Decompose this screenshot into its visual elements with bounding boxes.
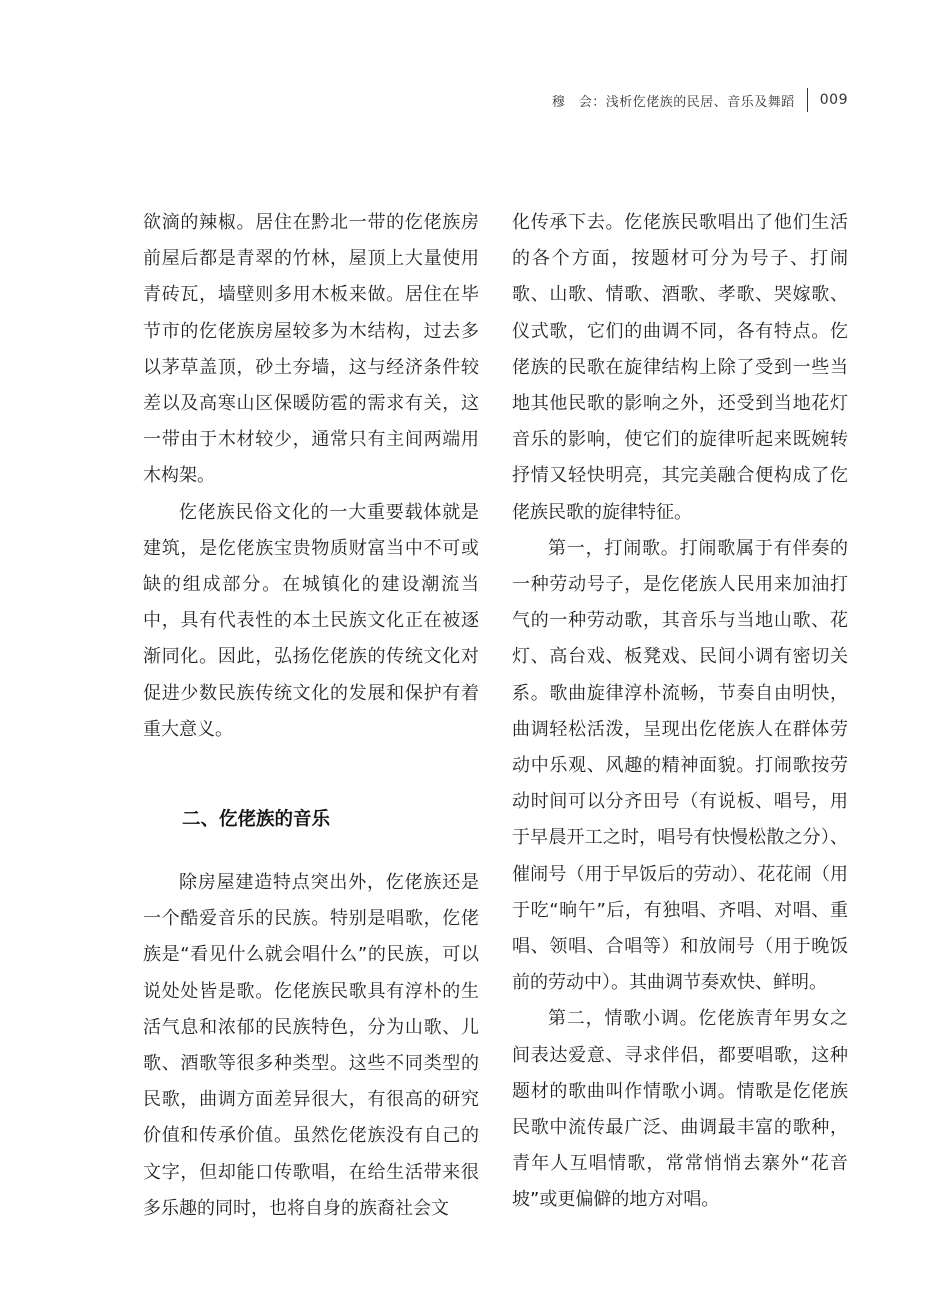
right-paragraph-2: 第一，打闹歌。打闹歌属于有伴奏的一种劳动号子，是仡佬族人民用来加油打气的一种劳动歌，其音乐与当地山歌、花灯、高台戏、板凳戏、民间小调有密切关系。歌曲旋律淳朴流畅，节奏自由明快，曲调轻松活泼，呈现出仡佬族人在群体劳动中乐观、风趣的精神面貌。打闹歌按劳动时间可以分齐田号（有说板、唱号，用于早晨开工之时，唱号有快慢松散之分）、催闹号（用于早饭后的劳动）、花花闹（用于吃“晌午”后，有独唱、齐唱、对唱、重唱、领唱、合唱等）和放闹号（用于晚饭前的劳动中）。其曲调节奏欢快、鲜明。: [512, 537, 848, 994]
header-divider: [807, 88, 808, 112]
section-heading: 二、仡佬族的音乐: [182, 809, 331, 831]
left-paragraph-1: 欲滴的辣椒。居住在黔北一带的仡佬族房前屋后都是青翠的竹林，屋顶上大量使用青砖瓦，墙壁则多用木板来做。居住在毕节市的仡佬族房屋较多为木结构，过去多以茅草盖顶，砂土夯墙，这与经济条件较差以及高寒山区保暖防雹的需求有关，这一带由于木材较少，通常只有主间两端用木构架。: [143, 212, 479, 487]
right-column: [512, 205, 848, 1219]
left-column: [143, 205, 479, 1227]
right-paragraph-3: 第二，情歌小调。仡佬族青年男女之间表达爱意、寻求伴侣，都要唱歌，这种题材的歌曲叫作情歌小调。情歌是仡佬族民歌中流传最广泛、曲调最丰富的歌种，青年人互唱情歌，常常悄悄去寨外“花音坡”或更偏僻的地方对唱。: [512, 1008, 848, 1211]
page-number: 009: [819, 92, 848, 108]
page-header: [552, 88, 848, 112]
right-paragraph-1: 化传承下去。仡佬族民歌唱出了他们生活的各个方面，按题材可分为号子、打闹歌、山歌、情歌、酒歌、孝歌、哭嫁歌、仪式歌，它们的曲调不同，各有特点。仡佬族的民歌在旋律结构上除了受到一些当地其他民歌的影响之外，还受到当地花灯音乐的影响，使它们的旋律听起来既婉转抒情又轻快明亮，其完美融合便构成了仡佬族民歌的旋律特征。: [512, 212, 848, 523]
running-header-title: 穆 会：浅析仡佬族的民居、音乐及舞蹈: [551, 94, 795, 110]
left-paragraph-2: 仡佬族民俗文化的一大重要载体就是建筑，是仡佬族宝贵物质财富当中不可或缺的组成部分。在城镇化的建设潮流当中，具有代表性的本土民族文化正在被逐渐同化。因此，弘扬仡佬族的传统文化对促进少数民族传统文化的发展和保护有着重大意义。: [143, 501, 479, 740]
left-paragraph-3: 除房屋建造特点突出外，仡佬族还是一个酷爱音乐的民族。特别是唱歌，仡佬族是“看见什么就会唱什么”的民族，可以说处处皆是歌。仡佬族民歌具有淳朴的生活气息和浓郁的民族特色，分为山歌、儿歌、酒歌等很多种类型。这些不同类型的民歌，曲调方面差异很大，有很高的研究价值和传承价值。虽然仡佬族没有自己的文字，但却能口传歌唱，在给生活带来很多乐趣的同时，也将自身的族裔社会文: [143, 872, 479, 1219]
